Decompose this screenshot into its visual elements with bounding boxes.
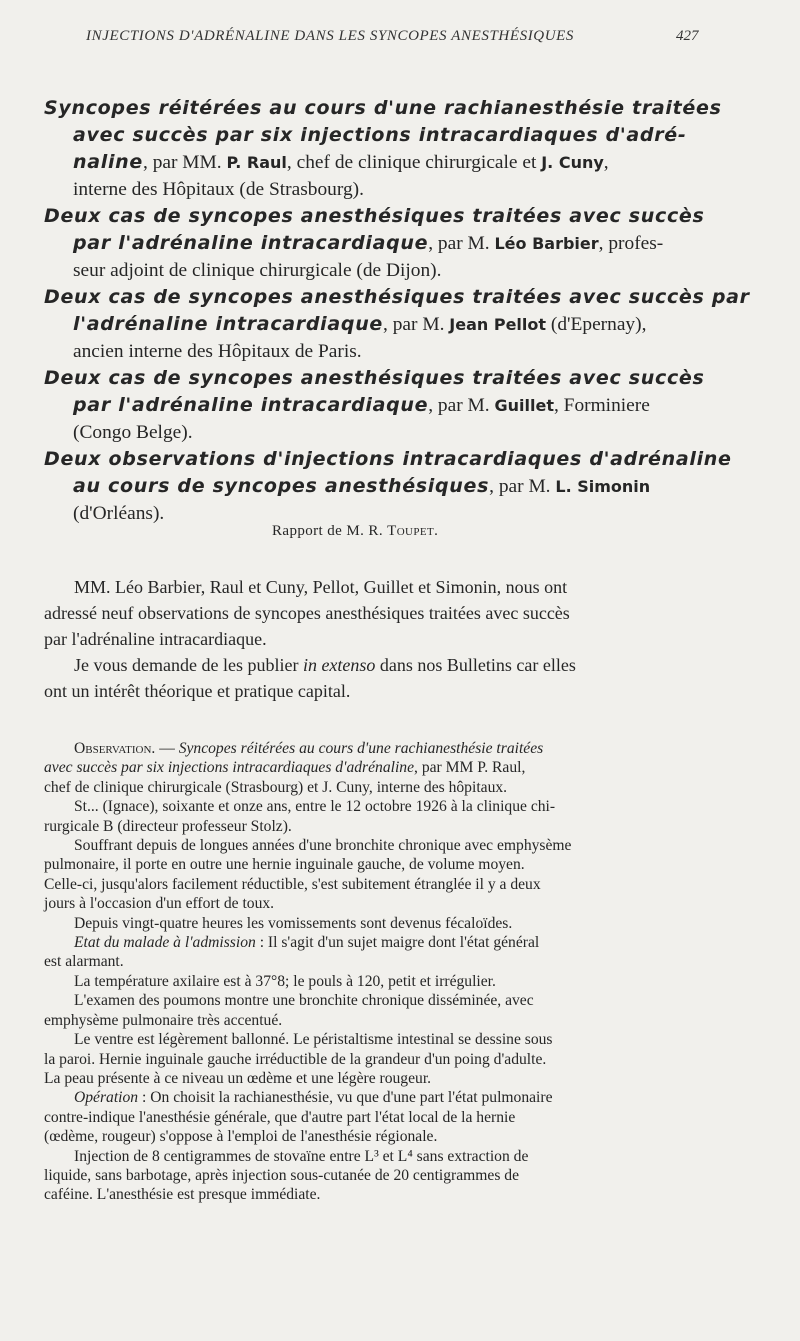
observation-line xyxy=(44,1166,716,1185)
text-run: par l'adrénaline intracardiaque. xyxy=(44,629,267,649)
article-title-entry xyxy=(44,203,714,284)
text-run: par l'adrénaline intracardiaque xyxy=(73,232,429,254)
text-run: , par MM P. Raul, xyxy=(414,759,526,777)
text-run: Etat du malade à l'admission xyxy=(74,934,256,952)
intro-paragraph xyxy=(44,652,714,704)
title-line xyxy=(44,392,714,419)
text-run: est alarmant. xyxy=(44,953,124,971)
text-run: (d'Orléans). xyxy=(73,503,165,524)
observation-line xyxy=(44,1030,716,1049)
observation-text xyxy=(44,739,716,1205)
observation-line xyxy=(44,758,716,777)
text-run: ont un intérêt théorique et pratique capital. xyxy=(44,681,351,701)
observation-line xyxy=(44,1147,716,1166)
page-number: 427 xyxy=(676,28,699,44)
observation-line xyxy=(44,1185,716,1204)
text-run: L. Simonin xyxy=(555,477,651,496)
observation-paragraph xyxy=(44,914,716,933)
title-line xyxy=(44,419,714,446)
text-run: caféine. L'anesthésie est presque immédiate. xyxy=(44,1186,321,1204)
rapport-prefix: Rapport de M. R. xyxy=(272,523,388,539)
title-line xyxy=(44,230,714,257)
observation-line xyxy=(44,817,716,836)
text-run: L'examen des poumons montre une bronchite chronique disséminée, avec xyxy=(74,992,534,1010)
title-line xyxy=(44,446,732,473)
text-run: , par M. xyxy=(489,476,556,497)
text-run: naline xyxy=(73,151,143,173)
observation-line xyxy=(44,972,716,991)
text-run: Observation. xyxy=(74,740,156,757)
text-run: Deux observations d'injections intracardiaques d'adrénaline xyxy=(44,448,732,470)
text-run: Guillet xyxy=(494,396,554,415)
title-line xyxy=(44,203,714,230)
text-run: interne des Hôpitaux (de Strasbourg). xyxy=(73,179,364,200)
report-introduction xyxy=(44,574,714,704)
observation-line xyxy=(44,1127,716,1146)
text-run: emphysème pulmonaire très accentué. xyxy=(44,1011,283,1029)
text-run: seur adjoint de clinique chirurgicale (de Dijon). xyxy=(73,260,442,281)
text-run: Deux cas de syncopes anesthésiques traitées avec succès xyxy=(44,367,705,389)
text-run: , chef de clinique chirurgicale et xyxy=(286,152,542,173)
observation-line xyxy=(44,778,716,797)
text-run: (d'Epernay), xyxy=(546,314,647,335)
observation-line xyxy=(44,1069,716,1088)
observation-line xyxy=(44,952,716,971)
observation-paragraph xyxy=(44,797,716,836)
text-run: Syncopes réitérées au cours d'une rachianesthésie traitées xyxy=(178,740,544,757)
observation-paragraph xyxy=(44,1147,716,1205)
text-run: rurgicale B (directeur professeur Stolz). xyxy=(44,817,292,835)
title-line xyxy=(44,95,722,122)
article-title-entry xyxy=(44,446,732,527)
text-run: contre-indique l'anesthésie générale, que d'autre part l'état local de la hernie xyxy=(44,1108,516,1126)
text-run: : On choisit la rachianesthésie, vu que d'une part l'état pulmonaire xyxy=(138,1089,553,1107)
observation-line xyxy=(44,1108,716,1127)
text-run: Celle-ci, jusqu'alors facilement réductible, s'est subitement étranglée il y a deux xyxy=(44,875,541,893)
text-run: MM. Léo Barbier, Raul et Cuny, Pellot, Guillet et Simonin, nous ont xyxy=(74,577,568,597)
text-run: par l'adrénaline intracardiaque xyxy=(73,394,429,416)
text-run: avec succès par six injections intracardiaques d'adré- xyxy=(73,124,687,146)
article-title-entry xyxy=(44,365,714,446)
observation-line xyxy=(44,1011,716,1030)
text-run: (Congo Belge). xyxy=(73,422,193,443)
observation-paragraph xyxy=(44,991,716,1030)
title-line xyxy=(44,176,714,203)
text-run: Injection de 8 centigrammes de stovaïne entre L³ et L⁴ sans extraction de xyxy=(74,1147,529,1165)
rapport-author: Toupet. xyxy=(387,523,439,539)
text-run: Jean Pellot xyxy=(449,315,547,334)
title-line xyxy=(44,311,714,338)
text-run: jours à l'occasion d'un effort de toux. xyxy=(44,895,275,913)
observation-line xyxy=(44,933,716,952)
text-run: in extenso xyxy=(302,655,376,675)
text-run: : Il s'agit d'un sujet maigre dont l'état général xyxy=(255,934,540,952)
observation-paragraph xyxy=(44,933,716,972)
text-run: La température axilaire est à 37°8; le pouls à 120, petit et irrégulier. xyxy=(74,972,496,990)
title-line xyxy=(44,257,714,284)
text-run: (œdème, rougeur) s'oppose à l'emploi de l'anesthésie régionale. xyxy=(44,1128,438,1146)
text-run: , par M. xyxy=(428,395,495,416)
text-run: , xyxy=(603,152,609,173)
text-run: Syncopes réitérées au cours d'une rachianesthésie traitées xyxy=(44,97,722,119)
text-run: avec succès par six injections intracardiaques d'adrénaline xyxy=(44,759,415,777)
text-run: pulmonaire, il porte en outre une hernie inguinale gauche, de volume moyen. xyxy=(44,856,525,874)
text-run: ancien interne des Hôpitaux de Paris. xyxy=(73,341,362,362)
text-run: Deux cas de syncopes anesthésiques traitées avec succès xyxy=(44,205,705,227)
text-run: Léo Barbier xyxy=(494,234,599,253)
title-line xyxy=(44,149,714,176)
text-run: Depuis vingt-quatre heures les vomissements sont devenus fécaloïdes. xyxy=(74,914,513,932)
intro-line xyxy=(44,600,714,626)
title-line xyxy=(44,365,714,392)
text-run: Le ventre est légèrement ballonné. Le péristaltisme intestinal se dessine sous xyxy=(74,1031,553,1049)
text-run: Souffrant depuis de longues années d'une bronchite chronique avec emphysème xyxy=(74,837,572,855)
text-run: La peau présente à ce niveau un œdème et une légère rougeur. xyxy=(44,1069,432,1087)
text-run: Je vous demande de les publier xyxy=(74,655,303,675)
intro-line xyxy=(44,574,714,600)
title-line xyxy=(44,122,714,149)
text-run: — xyxy=(155,740,179,757)
text-run: liquide, sans barbotage, après injection sous-cutanée de 20 centigrammes de xyxy=(44,1166,520,1184)
text-run: Deux cas de syncopes anesthésiques traitées avec succès par xyxy=(44,286,750,308)
observation-line xyxy=(44,894,716,913)
article-titles-list xyxy=(44,95,750,527)
observation-paragraph xyxy=(44,972,716,991)
text-run: dans nos Bulletins car elles xyxy=(375,655,576,675)
observation-line xyxy=(44,797,716,816)
observation-paragraph xyxy=(44,1088,716,1146)
observation-line xyxy=(44,739,716,758)
observation-line xyxy=(44,1088,716,1107)
observation-paragraph xyxy=(44,836,716,914)
text-run: au cours de syncopes anesthésiques xyxy=(73,475,490,497)
running-header: INJECTIONS D'ADRÉNALINE DANS LES SYNCOPES ANESTHÉSIQUES xyxy=(86,28,575,44)
intro-line xyxy=(44,652,714,678)
text-run: J. Cuny xyxy=(541,153,604,172)
intro-line xyxy=(44,626,714,652)
observation-line xyxy=(44,875,716,894)
title-line xyxy=(44,473,714,500)
title-line xyxy=(44,284,750,311)
text-run: adressé neuf observations de syncopes anesthésiques traitées avec succès xyxy=(44,603,570,623)
text-run: la paroi. Hernie inguinale gauche irréductible de la grandeur d'un poing d'adulte. xyxy=(44,1050,547,1068)
observation-paragraph xyxy=(44,739,716,797)
observation-line xyxy=(44,855,716,874)
text-run: , Forminiere xyxy=(553,395,650,416)
text-run: , par MM. xyxy=(143,152,227,173)
text-run: , profes- xyxy=(598,233,664,254)
text-run: Opération xyxy=(74,1089,139,1107)
text-run: , par M. xyxy=(383,314,450,335)
text-run: P. Raul xyxy=(226,153,287,172)
intro-paragraph xyxy=(44,574,714,652)
article-title-entry xyxy=(44,95,722,203)
text-run: l'adrénaline intracardiaque xyxy=(73,313,384,335)
text-run: chef de clinique chirurgicale (Strasbourg) et J. Cuny, interne des hôpitaux. xyxy=(44,778,508,796)
observation-line xyxy=(44,836,716,855)
observation-line xyxy=(44,1050,716,1069)
observation-line xyxy=(44,914,716,933)
observation-line xyxy=(44,991,716,1010)
text-run: St... (Ignace), soixante et onze ans, entre le 12 octobre 1926 à la clinique chi- xyxy=(74,798,556,816)
article-title-entry xyxy=(44,284,750,365)
intro-line xyxy=(44,678,714,704)
rapport-line xyxy=(272,523,438,540)
text-run: , par M. xyxy=(428,233,495,254)
title-line xyxy=(44,338,714,365)
observation-paragraph xyxy=(44,1030,716,1088)
